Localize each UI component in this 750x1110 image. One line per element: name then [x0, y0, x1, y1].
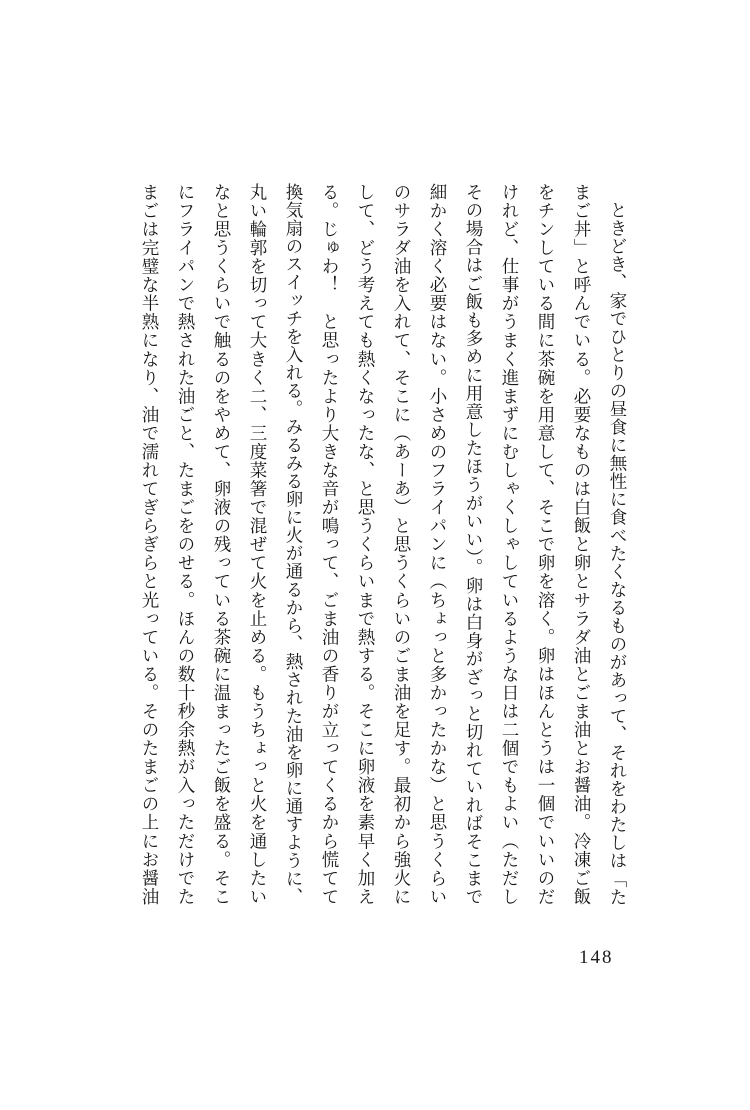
text-column: その場合はご飯も多めに用意したほうがいい）。卵は白身がざっと切れていればそこまで: [464, 183, 484, 905]
text-column: まごは完璧な半熟になり、油で濡れてぎらぎらと光っている。そのたまごの上にお醤油: [140, 183, 160, 905]
text-column: 丸い輪郭を切って大きく二、三度菜箸で混ぜて火を止める。もうちょっと火を通したい: [248, 183, 268, 905]
text-column: まご丼」と呼んでいる。必要なものは白飯と卵とサラダ油とごま油とお醤油。冷凍ご飯: [572, 183, 592, 905]
text-column: をチンしている間に茶碗を用意して、そこで卵を溶く。卵はほんとうは一個でいいのだ: [536, 183, 556, 905]
text-column: なと思うくらいで触るのをやめて、卵液の残っている茶碗に温まったご飯を盛る。そこ: [212, 183, 232, 905]
text-column: して、どう考えても熱くなったな、と思うくらいまで熱する。そこに卵液を素早く加え: [356, 183, 376, 906]
text-column: 換気扇のスイッチを入れる。みるみる卵に火が通るから、熱された油を卵に通すように、: [284, 183, 304, 905]
vertical-text-block: [132, 183, 636, 905]
text-column: る。じゅわ！ と思ったより大きな音が鳴って、ごま油の香りが立ってくるから慌てて: [320, 183, 340, 905]
text-column: 細かく溶く必要はない。小さめのフライパンに（ちょっと多かったかな）と思うくらい: [428, 183, 448, 905]
text-column: にフライパンで熱された油ごと、たまごをのせる。ほんの数十秒余熱が入っただけでた: [176, 183, 196, 905]
page-number: 148: [579, 947, 614, 968]
text-column: のサラダ油を入れて、そこに（あーあ）と思うくらいのごま油を足す。最初から強火に: [392, 183, 412, 905]
text-column: ときどき、家でひとりの昼食に無性に食べたくなるものがあって、それをわたしは「た: [608, 200, 628, 905]
text-column: けれど、仕事がうまく進まずにむしゃくしゃしているような日は二個でもよい（ただし: [500, 183, 520, 905]
